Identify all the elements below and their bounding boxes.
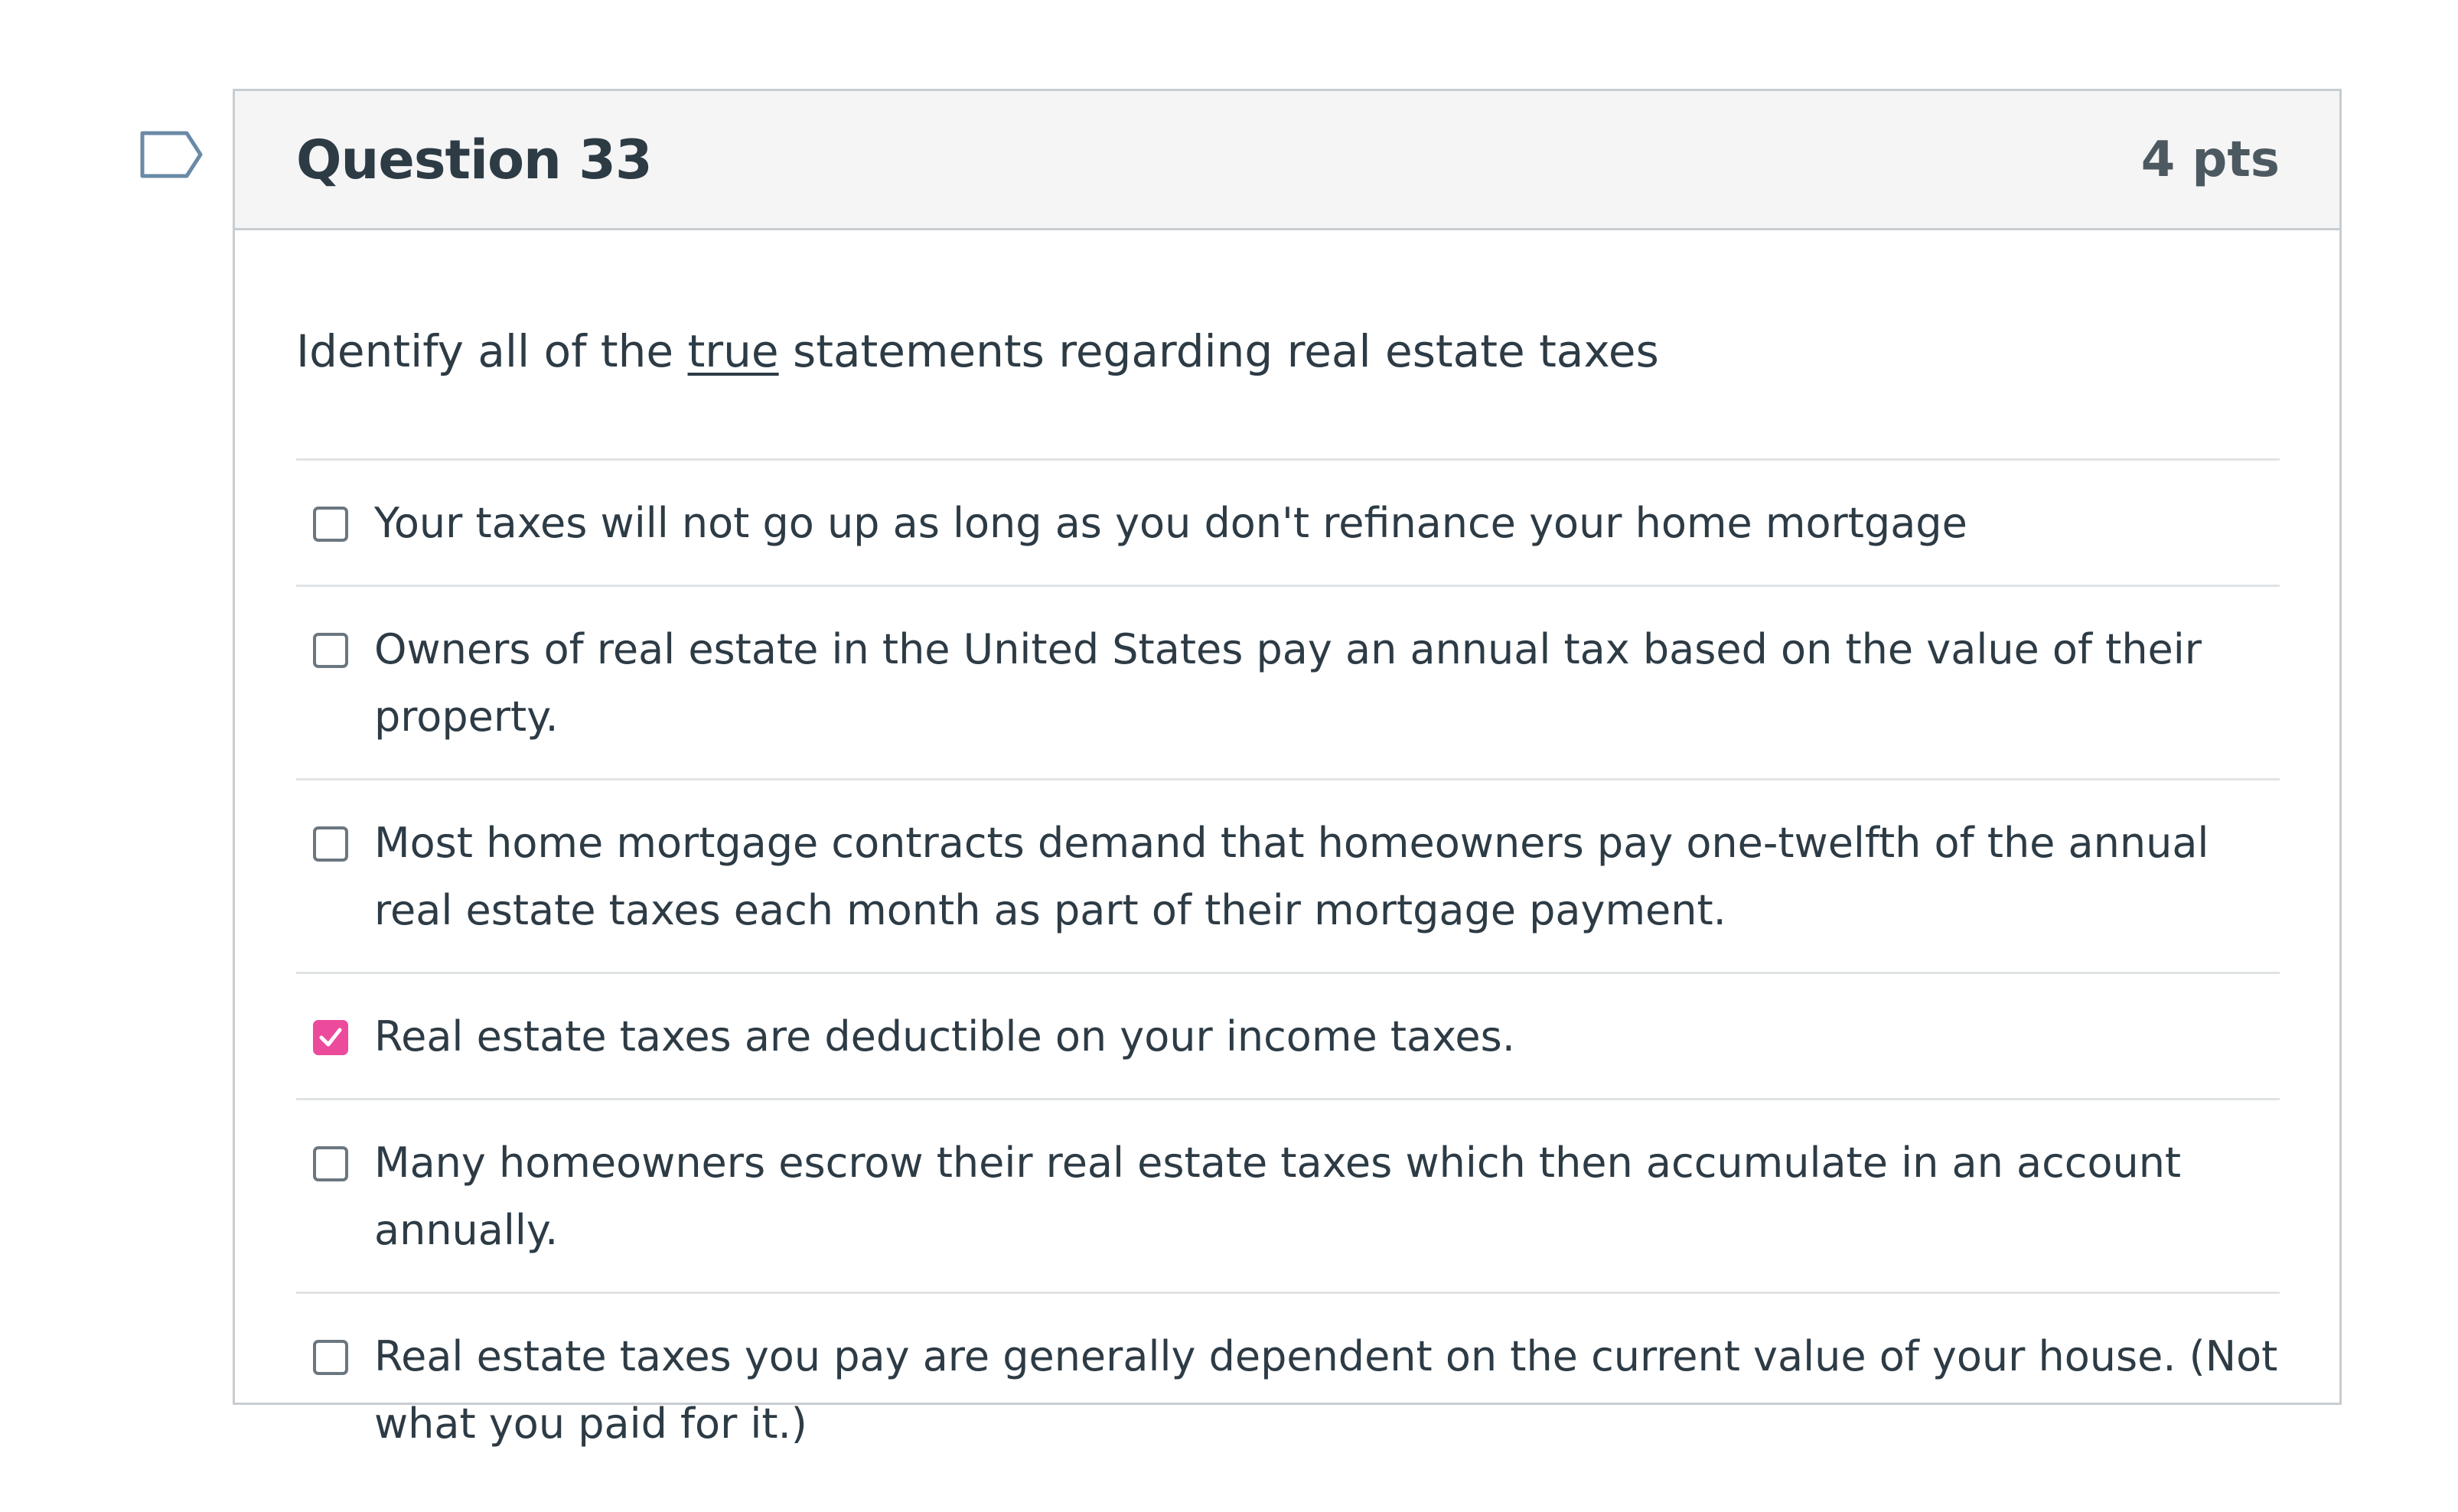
- question-points: 4 pts: [2140, 131, 2280, 188]
- question-header: [235, 91, 2339, 230]
- prompt-emphasis: true: [687, 325, 779, 377]
- flag-question-icon[interactable]: [139, 130, 204, 179]
- answer-checkbox[interactable]: [313, 1020, 348, 1055]
- answer-option[interactable]: [296, 780, 2280, 974]
- answer-list: [296, 458, 2280, 1485]
- answer-label[interactable]: Owners of real estate in the United States pay an annual tax based on the value of their property.: [374, 625, 2202, 741]
- question-body: [235, 321, 2339, 1485]
- question-prompt: [296, 321, 2280, 382]
- answer-option[interactable]: [296, 461, 2280, 587]
- prompt-text-after: statements regarding real estate taxes: [778, 325, 1659, 377]
- answer-option[interactable]: [296, 974, 2280, 1100]
- answer-checkbox[interactable]: [313, 1146, 348, 1181]
- checkmark-icon: [318, 1025, 344, 1051]
- answer-option[interactable]: [296, 587, 2280, 780]
- question-card: [233, 89, 2342, 1448]
- answer-label[interactable]: Real estate taxes are deductible on your income taxes.: [374, 1012, 1515, 1061]
- answer-option[interactable]: [296, 1294, 2280, 1485]
- answer-checkbox[interactable]: [313, 507, 348, 542]
- answer-label[interactable]: Real estate taxes you pay are generally dependent on the current value of your house. (Not what you paid for it.): [374, 1332, 2278, 1448]
- answer-label[interactable]: Your taxes will not go up as long as you don't refinance your home mortgage: [374, 499, 1967, 547]
- answer-checkbox[interactable]: [313, 826, 348, 862]
- answer-option[interactable]: [296, 1100, 2280, 1294]
- answer-label[interactable]: Many homeowners escrow their real estate taxes which then accumulate in an account annually.: [374, 1139, 2182, 1254]
- answer-label[interactable]: Most home mortgage contracts demand that homeowners pay one-twelfth of the annual real estate taxes each month as part of their mortgage payment.: [374, 819, 2209, 934]
- prompt-text-before: Identify all of the: [296, 325, 688, 377]
- answer-checkbox[interactable]: [313, 633, 348, 668]
- question-title: Question 33: [296, 128, 652, 191]
- answer-checkbox[interactable]: [313, 1340, 348, 1375]
